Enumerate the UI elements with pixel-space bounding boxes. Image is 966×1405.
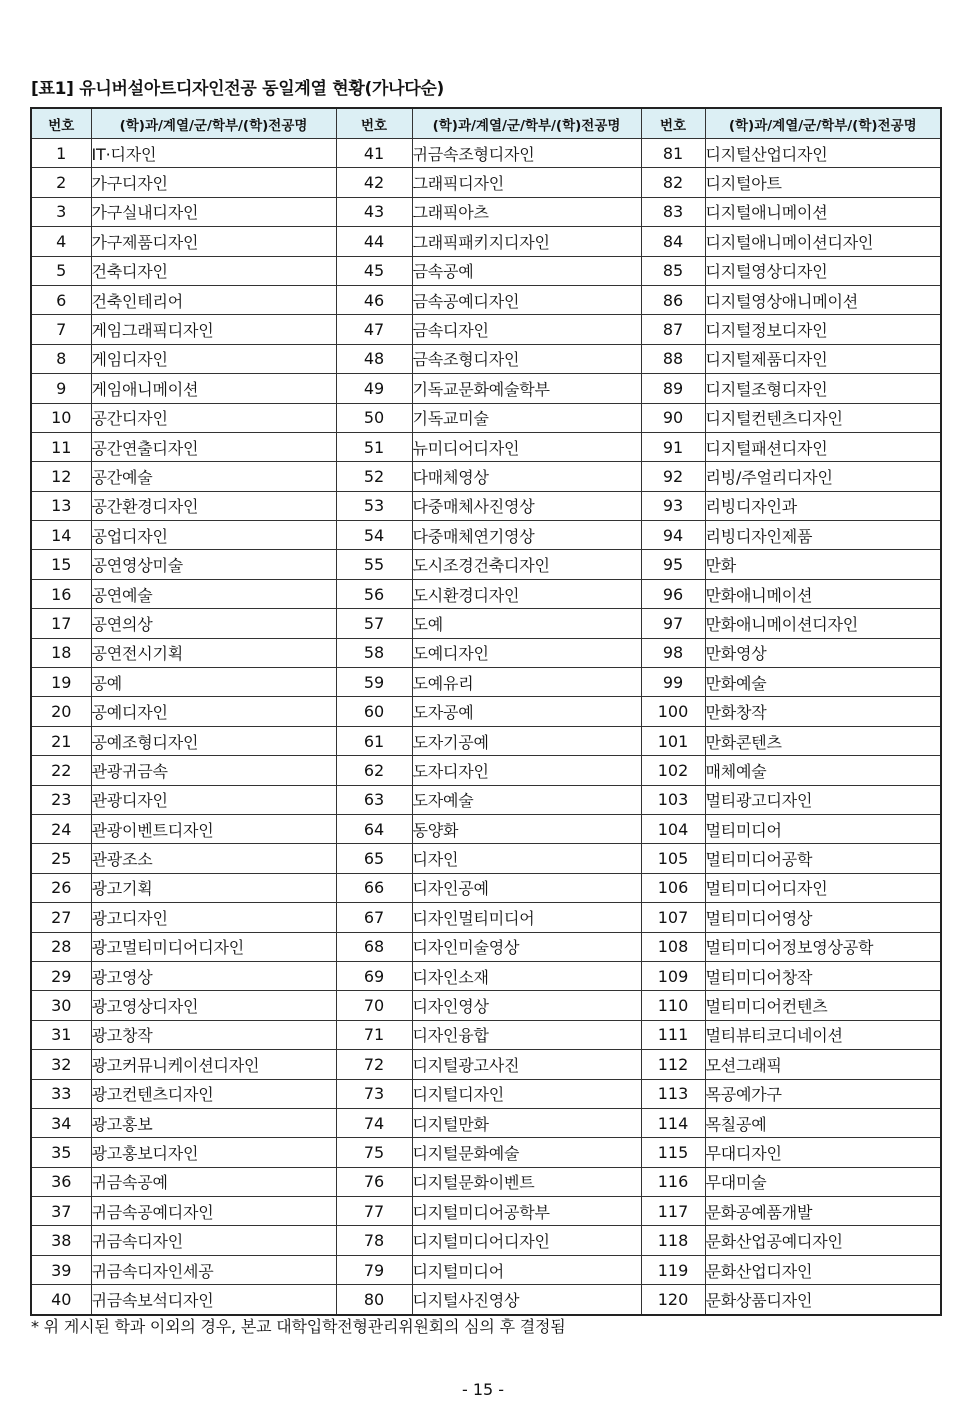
major-name: 모션그래픽 xyxy=(705,1050,941,1079)
table-row xyxy=(31,668,941,697)
major-name: 디지털영상디자인 xyxy=(705,256,941,285)
major-name: 게임그래픽디자인 xyxy=(91,315,336,344)
major-name: 디지털제품디자인 xyxy=(705,344,941,373)
major-name: 건축인테리어 xyxy=(91,285,336,314)
row-number: 84 xyxy=(641,227,705,256)
table-row xyxy=(31,285,941,314)
row-number: 21 xyxy=(31,726,91,755)
major-name: 광고영상디자인 xyxy=(91,991,336,1020)
table-row xyxy=(31,432,941,461)
row-number: 13 xyxy=(31,491,91,520)
row-number: 42 xyxy=(336,168,412,197)
major-name: 멀티미디어 xyxy=(705,814,941,843)
major-name: 만화예술 xyxy=(705,668,941,697)
row-number: 44 xyxy=(336,227,412,256)
table-row xyxy=(31,256,941,285)
row-number: 66 xyxy=(336,873,412,902)
major-name: 귀금속공예 xyxy=(91,1167,336,1196)
row-number: 30 xyxy=(31,991,91,1020)
major-name: 관광조소 xyxy=(91,844,336,873)
row-number: 86 xyxy=(641,285,705,314)
table-row xyxy=(31,785,941,814)
row-number: 56 xyxy=(336,579,412,608)
row-number: 46 xyxy=(336,285,412,314)
table-row xyxy=(31,844,941,873)
row-number: 35 xyxy=(31,1138,91,1167)
major-name: 광고홍보 xyxy=(91,1108,336,1137)
row-number: 5 xyxy=(31,256,91,285)
row-number: 107 xyxy=(641,903,705,932)
major-name: 광고영상 xyxy=(91,961,336,990)
major-name: 디자인공예 xyxy=(412,873,641,902)
row-number: 103 xyxy=(641,785,705,814)
table-row xyxy=(31,139,941,168)
major-name: 디지털애니메이션 xyxy=(705,197,941,226)
row-number: 31 xyxy=(31,1020,91,1049)
major-name: 멀티미디어정보영상공학 xyxy=(705,932,941,961)
major-name: 동양화 xyxy=(412,814,641,843)
row-number: 17 xyxy=(31,609,91,638)
major-name: 문화공예품개발 xyxy=(705,1197,941,1226)
row-number: 117 xyxy=(641,1197,705,1226)
table-row xyxy=(31,726,941,755)
major-name: 디지털문화이벤트 xyxy=(412,1167,641,1196)
table-row xyxy=(31,168,941,197)
major-name: 리빙디자인과 xyxy=(705,491,941,520)
row-number: 57 xyxy=(336,609,412,638)
row-number: 100 xyxy=(641,697,705,726)
major-name: 디자인영상 xyxy=(412,991,641,1020)
major-name: 공연의상 xyxy=(91,609,336,638)
major-name: 귀금속디자인세공 xyxy=(91,1255,336,1284)
row-number: 54 xyxy=(336,521,412,550)
header-number-3: 번호 xyxy=(641,108,705,139)
row-number: 62 xyxy=(336,756,412,785)
major-name: 다중매체연기영상 xyxy=(412,521,641,550)
row-number: 49 xyxy=(336,374,412,403)
major-name: 만화 xyxy=(705,550,941,579)
major-name: 건축디자인 xyxy=(91,256,336,285)
row-number: 71 xyxy=(336,1020,412,1049)
majors-table xyxy=(30,107,942,1316)
major-name: 광고창작 xyxy=(91,1020,336,1049)
major-name: 디지털영상애니메이션 xyxy=(705,285,941,314)
row-number: 25 xyxy=(31,844,91,873)
major-name: 금속공예디자인 xyxy=(412,285,641,314)
major-name: 게임애니메이션 xyxy=(91,374,336,403)
row-number: 96 xyxy=(641,579,705,608)
table-header-row xyxy=(31,108,941,139)
row-number: 16 xyxy=(31,579,91,608)
major-name: 무대미술 xyxy=(705,1167,941,1196)
major-name: 리빙/주얼리디자인 xyxy=(705,462,941,491)
major-name: 기독교미술 xyxy=(412,403,641,432)
major-name: 문화상품디자인 xyxy=(705,1285,941,1315)
row-number: 73 xyxy=(336,1079,412,1108)
header-name-2: (학)과/계열/군/학부/(학)전공명 xyxy=(412,108,641,139)
row-number: 91 xyxy=(641,432,705,461)
row-number: 7 xyxy=(31,315,91,344)
major-name: 목공예가구 xyxy=(705,1079,941,1108)
table-row xyxy=(31,462,941,491)
major-name: 도자공예 xyxy=(412,697,641,726)
row-number: 33 xyxy=(31,1079,91,1108)
row-number: 6 xyxy=(31,285,91,314)
row-number: 87 xyxy=(641,315,705,344)
row-number: 8 xyxy=(31,344,91,373)
major-name: 멀티뷰티코디네이션 xyxy=(705,1020,941,1049)
major-name: 디지털광고사진 xyxy=(412,1050,641,1079)
row-number: 77 xyxy=(336,1197,412,1226)
row-number: 50 xyxy=(336,403,412,432)
major-name: 디지털조형디자인 xyxy=(705,374,941,403)
row-number: 85 xyxy=(641,256,705,285)
row-number: 14 xyxy=(31,521,91,550)
row-number: 81 xyxy=(641,139,705,168)
row-number: 41 xyxy=(336,139,412,168)
major-name: 그래픽아츠 xyxy=(412,197,641,226)
table-row xyxy=(31,873,941,902)
row-number: 90 xyxy=(641,403,705,432)
row-number: 45 xyxy=(336,256,412,285)
row-number: 26 xyxy=(31,873,91,902)
major-name: 멀티미디어컨텐츠 xyxy=(705,991,941,1020)
row-number: 88 xyxy=(641,344,705,373)
row-number: 24 xyxy=(31,814,91,843)
table-row xyxy=(31,197,941,226)
row-number: 79 xyxy=(336,1255,412,1284)
major-name: IT·디자인 xyxy=(91,139,336,168)
major-name: 도자예술 xyxy=(412,785,641,814)
major-name: 광고커뮤니케이션디자인 xyxy=(91,1050,336,1079)
row-number: 4 xyxy=(31,227,91,256)
row-number: 32 xyxy=(31,1050,91,1079)
table-row xyxy=(31,1050,941,1079)
row-number: 102 xyxy=(641,756,705,785)
major-name: 매체예술 xyxy=(705,756,941,785)
major-name: 공간디자인 xyxy=(91,403,336,432)
row-number: 51 xyxy=(336,432,412,461)
row-number: 109 xyxy=(641,961,705,990)
major-name: 공간환경디자인 xyxy=(91,491,336,520)
major-name: 멀티미디어공학 xyxy=(705,844,941,873)
table-row xyxy=(31,1285,941,1315)
major-name: 멀티광고디자인 xyxy=(705,785,941,814)
major-name: 광고기획 xyxy=(91,873,336,902)
row-number: 113 xyxy=(641,1079,705,1108)
row-number: 92 xyxy=(641,462,705,491)
table-row xyxy=(31,315,941,344)
row-number: 116 xyxy=(641,1167,705,1196)
major-name: 디지털정보디자인 xyxy=(705,315,941,344)
major-name: 귀금속디자인 xyxy=(91,1226,336,1255)
row-number: 40 xyxy=(31,1285,91,1315)
major-name: 관광귀금속 xyxy=(91,756,336,785)
major-name: 멀티미디어창작 xyxy=(705,961,941,990)
table-title: [표1] 유니버설아트디자인전공 동일계열 현황(가나다순) xyxy=(31,79,444,99)
row-number: 110 xyxy=(641,991,705,1020)
table-row xyxy=(31,550,941,579)
row-number: 78 xyxy=(336,1226,412,1255)
row-number: 74 xyxy=(336,1108,412,1137)
table-row xyxy=(31,814,941,843)
row-number: 69 xyxy=(336,961,412,990)
major-name: 디자인 xyxy=(412,844,641,873)
row-number: 12 xyxy=(31,462,91,491)
row-number: 53 xyxy=(336,491,412,520)
major-name: 디지털애니메이션디자인 xyxy=(705,227,941,256)
row-number: 97 xyxy=(641,609,705,638)
table-row xyxy=(31,697,941,726)
major-name: 디지털아트 xyxy=(705,168,941,197)
table-row xyxy=(31,1167,941,1196)
row-number: 2 xyxy=(31,168,91,197)
table-row xyxy=(31,932,941,961)
row-number: 112 xyxy=(641,1050,705,1079)
row-number: 105 xyxy=(641,844,705,873)
table-row xyxy=(31,1197,941,1226)
footnote: * 위 게시된 학과 이외의 경우, 본교 대학입학전형관리위원회의 심의 후 결정됨 xyxy=(31,1317,566,1336)
row-number: 95 xyxy=(641,550,705,579)
table-row xyxy=(31,1108,941,1137)
row-number: 27 xyxy=(31,903,91,932)
major-name: 만화콘텐츠 xyxy=(705,726,941,755)
row-number: 65 xyxy=(336,844,412,873)
major-name: 공예조형디자인 xyxy=(91,726,336,755)
row-number: 70 xyxy=(336,991,412,1020)
row-number: 101 xyxy=(641,726,705,755)
major-name: 도예유리 xyxy=(412,668,641,697)
major-name: 디자인미술영상 xyxy=(412,932,641,961)
row-number: 1 xyxy=(31,139,91,168)
header-name-1: (학)과/계열/군/학부/(학)전공명 xyxy=(91,108,336,139)
major-name: 문화산업디자인 xyxy=(705,1255,941,1284)
row-number: 89 xyxy=(641,374,705,403)
major-name: 공예 xyxy=(91,668,336,697)
row-number: 22 xyxy=(31,756,91,785)
row-number: 67 xyxy=(336,903,412,932)
table-row xyxy=(31,491,941,520)
row-number: 55 xyxy=(336,550,412,579)
row-number: 82 xyxy=(641,168,705,197)
row-number: 23 xyxy=(31,785,91,814)
row-number: 18 xyxy=(31,638,91,667)
row-number: 59 xyxy=(336,668,412,697)
table-row xyxy=(31,579,941,608)
major-name: 디지털문화예술 xyxy=(412,1138,641,1167)
major-name: 그래픽디자인 xyxy=(412,168,641,197)
row-number: 120 xyxy=(641,1285,705,1315)
row-number: 15 xyxy=(31,550,91,579)
row-number: 98 xyxy=(641,638,705,667)
table-row xyxy=(31,638,941,667)
row-number: 108 xyxy=(641,932,705,961)
table-row xyxy=(31,609,941,638)
row-number: 28 xyxy=(31,932,91,961)
row-number: 43 xyxy=(336,197,412,226)
major-name: 금속공예 xyxy=(412,256,641,285)
major-name: 광고디자인 xyxy=(91,903,336,932)
row-number: 61 xyxy=(336,726,412,755)
row-number: 9 xyxy=(31,374,91,403)
row-number: 75 xyxy=(336,1138,412,1167)
header-number-1: 번호 xyxy=(31,108,91,139)
major-name: 다매체영상 xyxy=(412,462,641,491)
table-row xyxy=(31,903,941,932)
row-number: 52 xyxy=(336,462,412,491)
major-name: 문화산업공예디자인 xyxy=(705,1226,941,1255)
row-number: 111 xyxy=(641,1020,705,1049)
major-name: 귀금속조형디자인 xyxy=(412,139,641,168)
header-name-3: (학)과/계열/군/학부/(학)전공명 xyxy=(705,108,941,139)
major-name: 공간연출디자인 xyxy=(91,432,336,461)
major-name: 멀티미디어디자인 xyxy=(705,873,941,902)
major-name: 멀티미디어영상 xyxy=(705,903,941,932)
major-name: 도시환경디자인 xyxy=(412,579,641,608)
row-number: 115 xyxy=(641,1138,705,1167)
major-name: 가구디자인 xyxy=(91,168,336,197)
row-number: 29 xyxy=(31,961,91,990)
major-name: 디지털사진영상 xyxy=(412,1285,641,1315)
header-number-2: 번호 xyxy=(336,108,412,139)
major-name: 다중매체사진영상 xyxy=(412,491,641,520)
row-number: 38 xyxy=(31,1226,91,1255)
major-name: 만화영상 xyxy=(705,638,941,667)
major-name: 공업디자인 xyxy=(91,521,336,550)
table-row xyxy=(31,374,941,403)
major-name: 디지털산업디자인 xyxy=(705,139,941,168)
major-name: 도예 xyxy=(412,609,641,638)
major-name: 귀금속공예디자인 xyxy=(91,1197,336,1226)
row-number: 68 xyxy=(336,932,412,961)
row-number: 37 xyxy=(31,1197,91,1226)
row-number: 39 xyxy=(31,1255,91,1284)
major-name: 광고멀티미디어디자인 xyxy=(91,932,336,961)
major-name: 디자인멀티미디어 xyxy=(412,903,641,932)
major-name: 공연영상미술 xyxy=(91,550,336,579)
row-number: 64 xyxy=(336,814,412,843)
row-number: 11 xyxy=(31,432,91,461)
major-name: 도시조경건축디자인 xyxy=(412,550,641,579)
row-number: 119 xyxy=(641,1255,705,1284)
table-row xyxy=(31,403,941,432)
table-row xyxy=(31,1226,941,1255)
row-number: 83 xyxy=(641,197,705,226)
major-name: 가구제품디자인 xyxy=(91,227,336,256)
row-number: 72 xyxy=(336,1050,412,1079)
major-name: 디지털미디어디자인 xyxy=(412,1226,641,1255)
row-number: 99 xyxy=(641,668,705,697)
table-row xyxy=(31,1020,941,1049)
major-name: 만화애니메이션 xyxy=(705,579,941,608)
major-name: 공예디자인 xyxy=(91,697,336,726)
table-row xyxy=(31,521,941,550)
row-number: 3 xyxy=(31,197,91,226)
major-name: 귀금속보석디자인 xyxy=(91,1285,336,1315)
major-name: 도예디자인 xyxy=(412,638,641,667)
row-number: 60 xyxy=(336,697,412,726)
row-number: 106 xyxy=(641,873,705,902)
major-name: 그래픽패키지디자인 xyxy=(412,227,641,256)
row-number: 93 xyxy=(641,491,705,520)
major-name: 디지털컨텐츠디자인 xyxy=(705,403,941,432)
major-name: 리빙디자인제품 xyxy=(705,521,941,550)
row-number: 76 xyxy=(336,1167,412,1196)
row-number: 34 xyxy=(31,1108,91,1137)
major-name: 관광이벤트디자인 xyxy=(91,814,336,843)
major-name: 가구실내디자인 xyxy=(91,197,336,226)
table-row xyxy=(31,991,941,1020)
row-number: 58 xyxy=(336,638,412,667)
major-name: 게임디자인 xyxy=(91,344,336,373)
table-row xyxy=(31,344,941,373)
row-number: 47 xyxy=(336,315,412,344)
major-name: 디자인융합 xyxy=(412,1020,641,1049)
major-name: 공연예술 xyxy=(91,579,336,608)
row-number: 63 xyxy=(336,785,412,814)
major-name: 목칠공예 xyxy=(705,1108,941,1137)
table-row xyxy=(31,961,941,990)
row-number: 104 xyxy=(641,814,705,843)
table-row xyxy=(31,756,941,785)
major-name: 도자디자인 xyxy=(412,756,641,785)
table-row xyxy=(31,1138,941,1167)
major-name: 도자기공예 xyxy=(412,726,641,755)
major-name: 기독교문화예술학부 xyxy=(412,374,641,403)
major-name: 광고홍보디자인 xyxy=(91,1138,336,1167)
major-name: 공간예술 xyxy=(91,462,336,491)
major-name: 디지털미디어 xyxy=(412,1255,641,1284)
major-name: 광고컨텐츠디자인 xyxy=(91,1079,336,1108)
row-number: 94 xyxy=(641,521,705,550)
table-row xyxy=(31,227,941,256)
major-name: 금속디자인 xyxy=(412,315,641,344)
major-name: 뉴미디어디자인 xyxy=(412,432,641,461)
table-row xyxy=(31,1079,941,1108)
table-row xyxy=(31,1255,941,1284)
major-name: 만화창작 xyxy=(705,697,941,726)
row-number: 114 xyxy=(641,1108,705,1137)
major-name: 관광디자인 xyxy=(91,785,336,814)
row-number: 10 xyxy=(31,403,91,432)
row-number: 36 xyxy=(31,1167,91,1196)
major-name: 공연전시기획 xyxy=(91,638,336,667)
major-name: 디지털디자인 xyxy=(412,1079,641,1108)
row-number: 48 xyxy=(336,344,412,373)
row-number: 20 xyxy=(31,697,91,726)
major-name: 만화애니메이션디자인 xyxy=(705,609,941,638)
major-name: 무대디자인 xyxy=(705,1138,941,1167)
major-name: 디지털만화 xyxy=(412,1108,641,1137)
row-number: 19 xyxy=(31,668,91,697)
row-number: 118 xyxy=(641,1226,705,1255)
major-name: 금속조형디자인 xyxy=(412,344,641,373)
major-name: 디자인소재 xyxy=(412,961,641,990)
major-name: 디지털미디어공학부 xyxy=(412,1197,641,1226)
page-number: - 15 - xyxy=(461,1380,505,1399)
major-name: 디지털패션디자인 xyxy=(705,432,941,461)
row-number: 80 xyxy=(336,1285,412,1315)
